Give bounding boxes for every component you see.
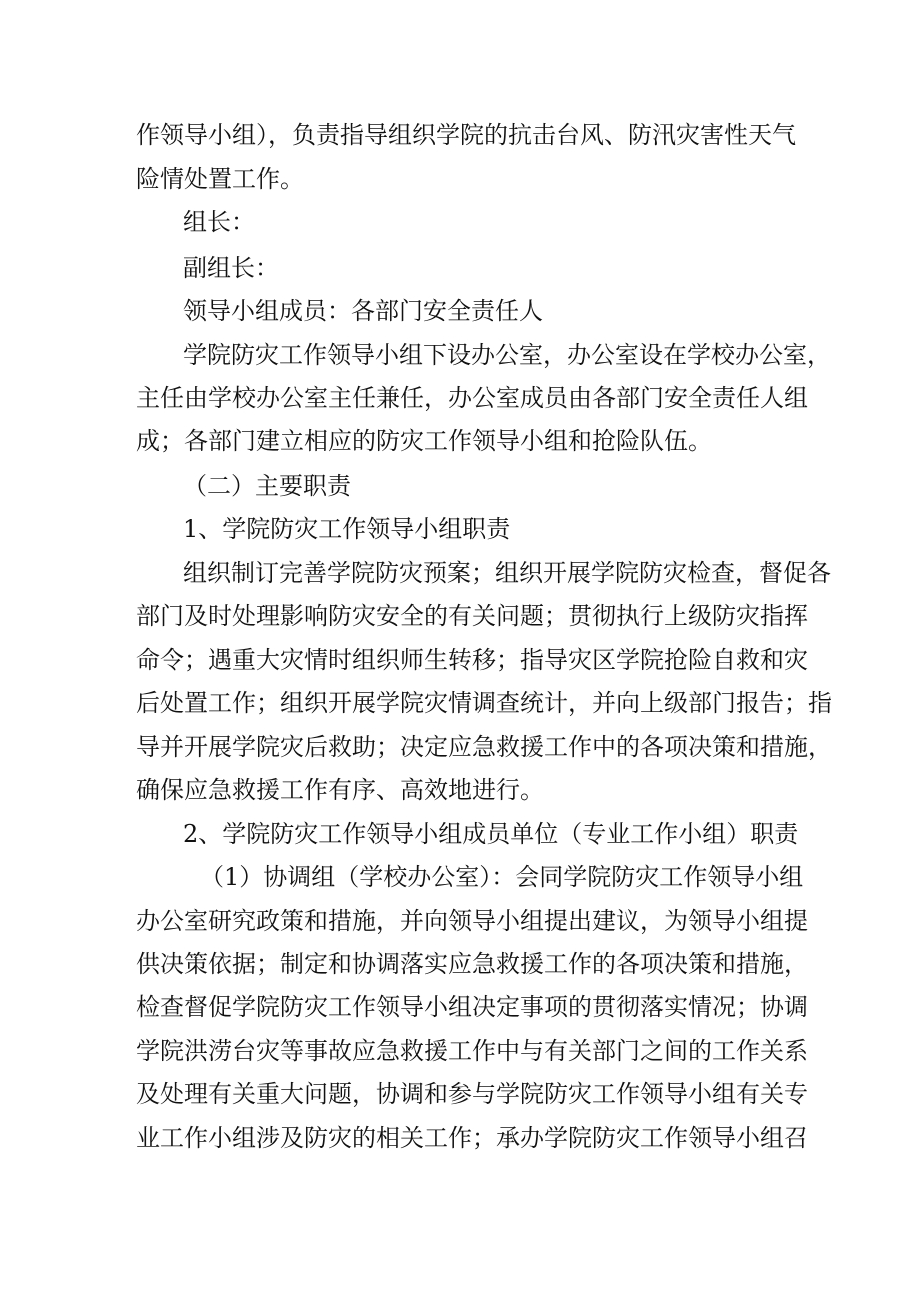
- text-line: 业工作小组涉及防灾的相关工作；承办学院防灾工作领导小组召: [136, 1124, 808, 1152]
- text-line: 主任由学校办公室主任兼任，办公室成员由各部门安全责任人组: [136, 384, 808, 412]
- text-line: 成；各部门建立相应的防灾工作领导小组和抢险队伍。: [136, 427, 712, 455]
- text-line: 领导小组成员：各部门安全责任人: [183, 297, 543, 325]
- text-line: 确保应急救援工作有序、高效地进行。: [136, 776, 544, 804]
- text-line: 导并开展学院灾后救助；决定应急救援工作中的各项决策和措施，: [136, 733, 832, 761]
- text-line: 供决策依据；制定和协调落实应急救援工作的各项决策和措施，: [136, 950, 808, 978]
- text-line: 及处理有关重大问题，协调和参与学院防灾工作领导小组有关专: [136, 1080, 808, 1108]
- text-line: 学院防灾工作领导小组下设办公室，办公室设在学校办公室，: [183, 341, 831, 369]
- section-heading: （二）主要职责: [183, 472, 351, 500]
- text-line: （1）协调组（学校办公室）：会同学院防灾工作领导小组: [200, 863, 804, 891]
- text-line: 学院洪涝台灾等事故应急救援工作中与有关部门之间的工作关系: [136, 1037, 808, 1065]
- subsection-heading: 1、学院防灾工作领导小组职责: [183, 515, 511, 543]
- text-line: 部门及时处理影响防灾安全的有关问题；贯彻执行上级防灾指挥: [136, 602, 808, 630]
- text-line: 险情处置工作。: [136, 165, 304, 193]
- text-line: 命令；遇重大灾情时组织师生转移；指导灾区学院抢险自救和灾: [136, 646, 808, 674]
- text-line: 办公室研究政策和措施，并向领导小组提出建议，为领导小组提: [136, 907, 808, 935]
- text-line: 作领导小组），负责指导组织学院的抗击台风、防汛灾害性天气: [136, 121, 796, 149]
- text-line: 组长：: [183, 208, 255, 236]
- subsection-heading: 2、学院防灾工作领导小组成员单位（专业工作小组）职责: [183, 820, 799, 848]
- text-line: 后处置工作；组织开展学院灾情调查统计，并向上级部门报告；指: [136, 689, 832, 717]
- text-line: 组织制订完善学院防灾预案；组织开展学院防灾检查，督促各: [183, 559, 831, 587]
- text-line: 副组长：: [183, 254, 279, 282]
- text-line: 检查督促学院防灾工作领导小组决定事项的贯彻落实情况；协调: [136, 993, 808, 1021]
